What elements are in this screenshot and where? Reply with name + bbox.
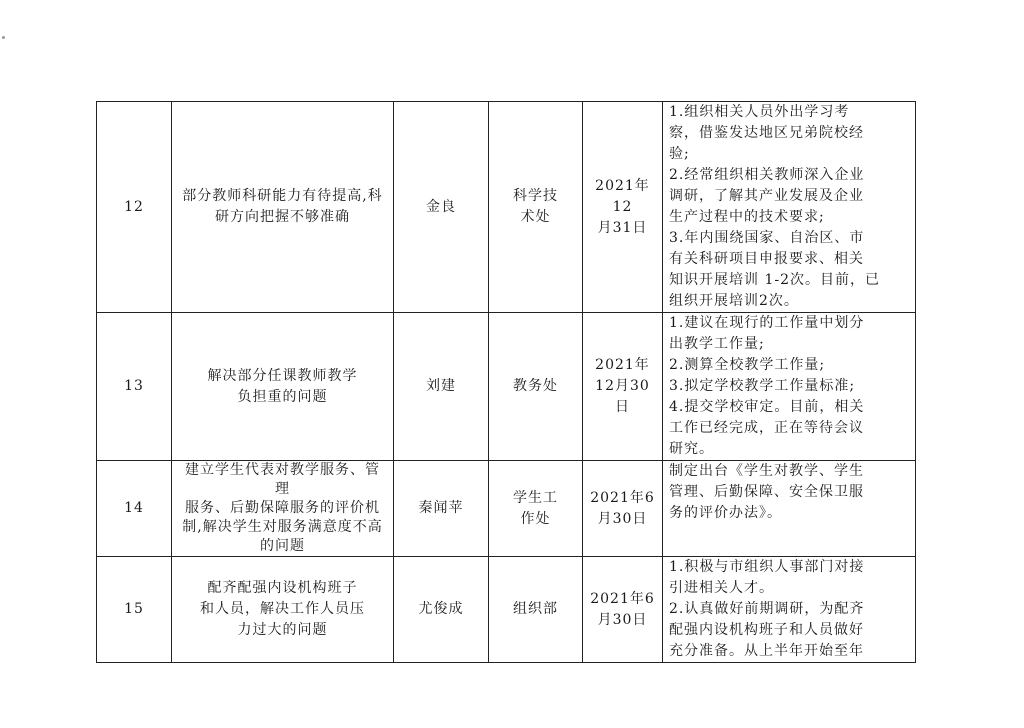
measure-line: 察，借鉴发达地区兄弟院校经	[669, 125, 864, 141]
problem-line: 建立学生代表对教学服务、管理	[185, 462, 380, 497]
measure-line: 充分准备。从上半年开始至年	[669, 643, 864, 659]
problem-cell	[172, 557, 394, 663]
department-line: 学生工	[513, 489, 558, 506]
deadline-line: 月31日	[597, 219, 648, 236]
measure-line: 2.测算全校教学工作量;	[669, 357, 826, 373]
department-line: 作处	[520, 510, 551, 527]
department-line: 教务处	[513, 378, 558, 394]
measure-line: 1.积极与市组织人事部门对接	[669, 559, 865, 575]
measure-line: 生产过程中的技术要求;	[669, 209, 825, 225]
measures-cell	[663, 102, 916, 313]
deadline-line: 12月30	[595, 378, 650, 394]
deadline-cell	[583, 102, 663, 313]
deadline-line: 月30日	[597, 510, 648, 527]
rectification-table	[96, 101, 916, 663]
measure-line: 工作已经完成，正在等待会议	[669, 420, 864, 436]
problem-line: 解决部分任课教师教学	[207, 367, 358, 384]
problem-line: 服务、后勤保障服务的评价机	[185, 500, 380, 516]
problem-line: 配齐配强内设机构班子	[207, 580, 358, 596]
deadline-line: 2021年6	[590, 489, 655, 506]
measures-cell	[663, 557, 916, 663]
deadline-cell	[583, 313, 663, 461]
measure-line: 研究。	[669, 441, 714, 457]
problem-cell	[172, 102, 394, 313]
problem-cell	[172, 313, 394, 461]
deadline-line: 2021年	[595, 357, 650, 373]
problem-line: 负担重的问题	[237, 388, 328, 405]
measure-line: 知识开展培训 1-2次。目前，已	[669, 272, 880, 288]
measure-line: 3.拟定学校教学工作量标准;	[669, 378, 856, 394]
table-row	[97, 102, 916, 313]
department-cell	[489, 102, 583, 313]
measure-line: 配强内设机构班子和人员做好	[669, 622, 864, 638]
measures-cell	[663, 313, 916, 461]
problem-line: 的问题	[260, 538, 305, 554]
measure-line: 制定出台《学生对教学、学生	[669, 463, 864, 479]
measure-line: 调研，了解其产业发展及企业	[669, 188, 864, 204]
measure-line: 2.认真做好前期调研，为配齐	[669, 601, 865, 617]
deadline-cell	[583, 461, 663, 557]
measures-cell	[663, 461, 916, 557]
measure-line: 引进相关人才。	[669, 580, 774, 596]
table-row	[97, 313, 916, 461]
row-number: 12	[97, 102, 172, 313]
deadline-line: 日	[615, 399, 630, 415]
department-cell	[489, 461, 583, 557]
problem-line: 和人员，解决工作人员压	[200, 601, 365, 617]
responsible-person: 秦闻苹	[394, 461, 489, 557]
problem-line: 力过大的问题	[237, 622, 328, 638]
measure-line: 1.组织相关人员外出学习考	[669, 104, 850, 120]
department-line: 术处	[520, 209, 551, 225]
measure-line: 有关科研项目申报要求、相关	[669, 251, 864, 267]
row-number: 13	[97, 313, 172, 461]
problem-line: 研方向把握不够准确	[215, 209, 350, 225]
deadline-line: 2021年12	[595, 177, 650, 215]
responsible-person: 尤俊成	[394, 557, 489, 663]
table-row	[97, 557, 916, 663]
table-row	[97, 461, 916, 557]
measure-line: 2.经常组织相关教师深入企业	[669, 167, 865, 183]
deadline-line: 2021年6	[590, 590, 655, 607]
deadline-cell	[583, 557, 663, 663]
row-number: 15	[97, 557, 172, 663]
department-cell	[489, 313, 583, 461]
row-number: 14	[97, 461, 172, 557]
department-cell	[489, 557, 583, 663]
department-line: 科学技	[513, 188, 558, 204]
department-line: 组织部	[513, 601, 558, 617]
measure-line: 组织开展培训2次。	[669, 293, 799, 309]
problem-line: 制,解决学生对服务满意度不高	[182, 519, 383, 535]
measure-line: 验;	[669, 146, 690, 162]
measure-line: 3.年内围绕国家、自治区、市	[669, 230, 865, 246]
measure-line: 务的评价办法》。	[669, 505, 782, 521]
measure-line: 出教学工作量;	[669, 336, 765, 352]
measure-line: 4.提交学校审定。目前，相关	[669, 399, 865, 415]
measure-line: 管理、后勤保障、安全保卫服	[669, 484, 864, 500]
deadline-line: 月30日	[597, 611, 648, 628]
scan-speck	[2, 36, 5, 39]
responsible-person: 刘建	[394, 313, 489, 461]
responsible-person: 金良	[394, 102, 489, 313]
problem-cell	[172, 461, 394, 557]
measure-line: 1.建议在现行的工作量中划分	[669, 315, 865, 331]
problem-line: 部分教师科研能力有待提高,科	[182, 188, 383, 204]
